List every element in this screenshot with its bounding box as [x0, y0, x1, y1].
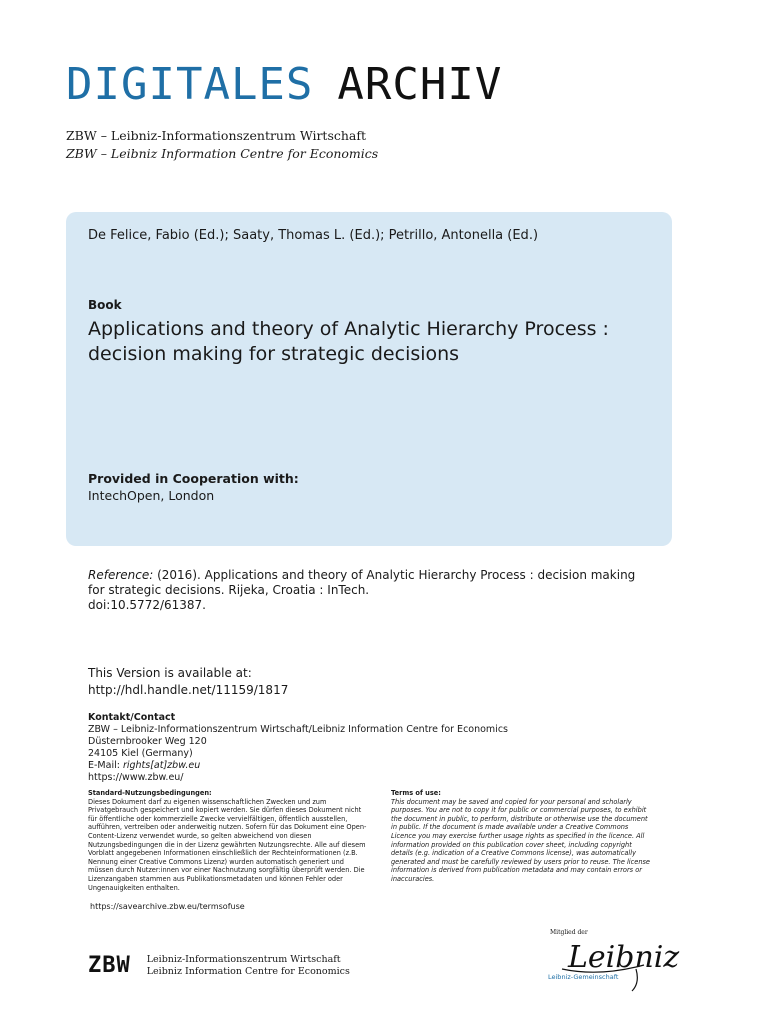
zbw-footer-line-2: Leibniz Information Centre for Economics — [146, 965, 350, 977]
leibniz-gemeinschaft-logo — [540, 925, 680, 995]
terms-of-use-heading: Terms of use: — [391, 789, 441, 797]
cooperation-value: IntechOpen, London — [88, 488, 215, 503]
contact-block — [88, 712, 508, 784]
reference-doi[interactable]: doi:10.5772/61387. — [88, 598, 206, 612]
handle-link[interactable]: http://hdl.handle.net/11159/1817 — [88, 683, 289, 697]
availability-block — [88, 665, 288, 699]
availability-label: This Version is available at: — [88, 666, 252, 680]
cooperation-label: Provided in Cooperation with: — [88, 471, 299, 486]
record-authors: De Felice, Fabio (Ed.); Saaty, Thomas L. (Ed.); Petrillo, Antonella (Ed.) — [88, 228, 539, 243]
reference-text: (2016). Applications and theory of Analytic Hierarchy Process : decision making for strategic decisions. Rijeka, Croatia : InTech. — [88, 568, 636, 597]
contact-website[interactable]: https://www.zbw.eu/ — [88, 772, 184, 783]
record-info-box — [66, 212, 672, 546]
email-address[interactable]: rights[at]zbw.eu — [122, 760, 201, 771]
institution-name-de: ZBW – Leibniz-Informationszentrum Wirtschaft — [66, 128, 367, 143]
leibniz-community-text: Leibniz-Gemeinschaft — [548, 973, 619, 981]
logo-part-archiv: ARCHIV — [337, 59, 503, 110]
contact-heading: Kontakt/Contact — [88, 712, 176, 723]
terms-of-use-link[interactable]: https://savearchive.zbw.eu/termsofuse — [90, 902, 245, 911]
zbw-mark: ZBW — [88, 953, 131, 978]
institution-name-en: ZBW – Leibniz Information Centre for Economics — [66, 146, 379, 161]
terms-of-use-body: This document may be saved and copied for your personal and scholarly purposes. You are not to copy it for public or commercial purposes, to exhibit the document in public, to perform, distribute or otherwise use the document in public. If the document is made available under a Creative Commons Licence you may exercise further usage rights as specified in the licence. All information provided on this publication cover sheet, including copyright details (e.g. indication of a Creative Commons license), was automatically generated and must be carefully reviewed by users prior to reuse. The license information is derived from publication metadata and may contain errors or inaccuracies. — [391, 797, 650, 883]
terms-of-use-block — [391, 789, 653, 884]
reference-block — [88, 568, 648, 613]
contact-line-2: Düsternbrooker Weg 120 — [88, 736, 207, 747]
contact-email-line — [88, 760, 508, 772]
contact-line-1: ZBW – Leibniz-Informationszentrum Wirtschaft/Leibniz Information Centre for Economics — [88, 724, 508, 735]
zbw-footer-text — [147, 954, 350, 978]
standard-terms-block — [88, 789, 368, 892]
contact-line-3: 24105 Kiel (Germany) — [88, 748, 193, 759]
record-type: Book — [88, 298, 122, 312]
leibniz-member-text: Mitglied der — [550, 929, 588, 936]
record-title: Applications and theory of Analytic Hierarchy Process : decision making for strategic decisions — [88, 318, 609, 365]
leibniz-signature: Leibniz — [568, 940, 680, 975]
zbw-footer-line-1: Leibniz-Informationszentrum Wirtschaft — [146, 953, 341, 965]
logo-part-digitales: DIGITALES — [66, 59, 314, 110]
reference-label: Reference: — [88, 568, 154, 582]
standard-terms-body: Dieses Dokument darf zu eigenen wissenschaftlichen Zwecken und zum Privatgebrauch gespeichert und kopiert werden. Sie dürfen dieses Dokument nicht für öffentliche oder kommerzielle Zwecke vervielfältigen, öffentlich ausstellen, aufführen, vertreiben oder anderweitig nutzen. Sofern für das Dokument eine Open-Content-Lizenz verwendet wurde, so gelten abweichend von diesen Nutzungsbedingungen die in der Lizenz gewährten Nutzungsrechte. Alle auf diesem Vorblatt angegebenen Informationen einschließlich der Rechteinformationen (z.B. Nennung einer Creative Commons Lizenz) wurden automatisch generiert und müssen durch Nutzer:innen vor einer Nachnutzung sorgfältig überprüft werden. Die Lizenzangaben stammen aus Publikationsmetadaten und können Fehler oder Ungenauigkeiten enthalten. — [88, 797, 367, 892]
email-label: E-Mail: — [88, 760, 123, 771]
zbw-footer-logo — [88, 953, 350, 978]
digitales-archiv-logo — [66, 60, 502, 110]
standard-terms-heading: Standard-Nutzungsbedingungen: — [88, 789, 212, 797]
